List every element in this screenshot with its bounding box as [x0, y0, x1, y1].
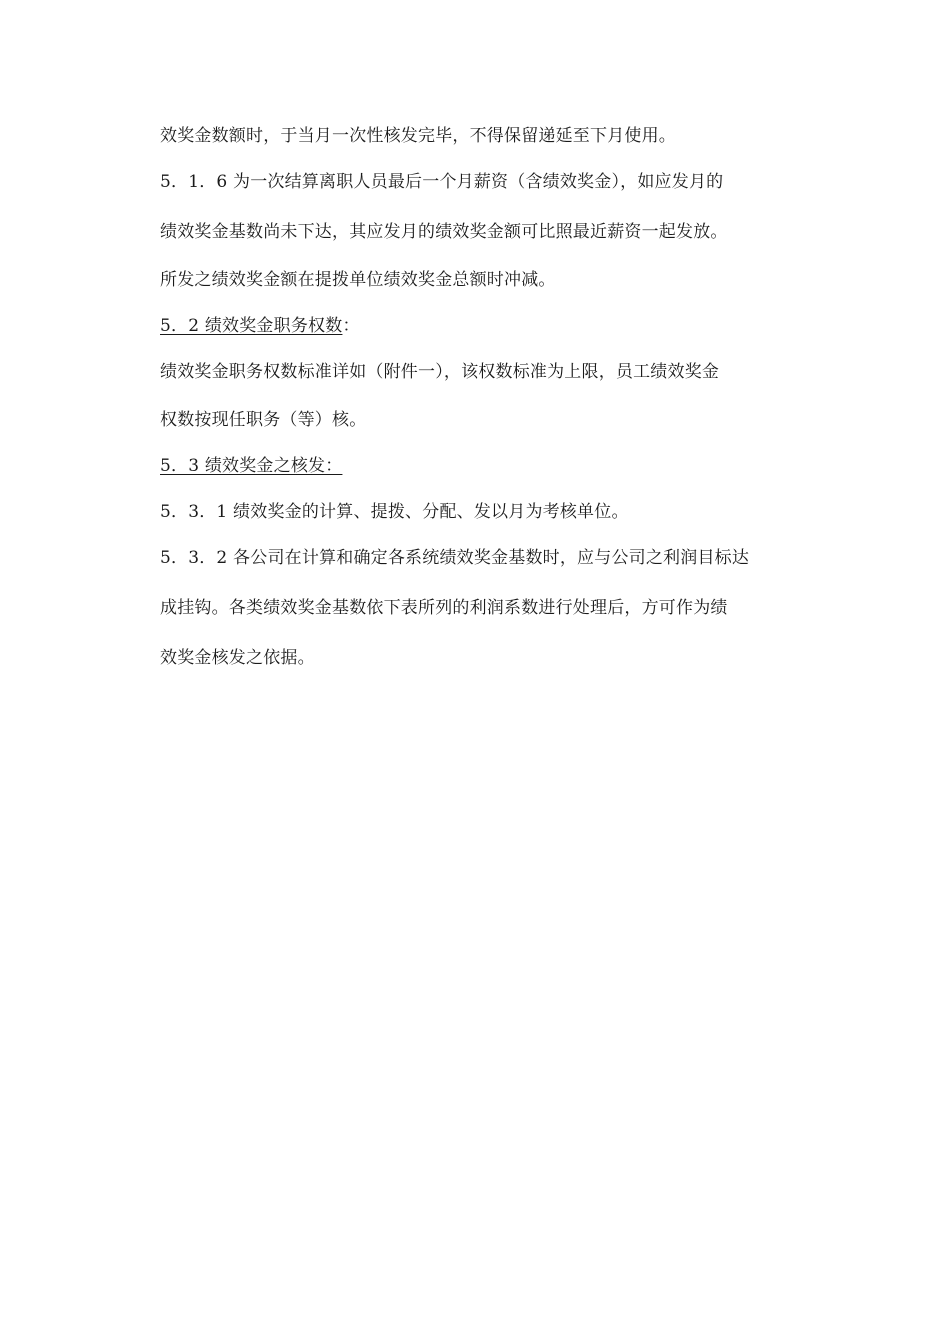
- paragraph-line: 成挂钩。各类绩效奖金基数依下表所列的利润系数进行处理后，方可作为绩: [160, 598, 728, 618]
- section-heading-5-3-text: 5．3 绩效奖金之核发：: [160, 456, 343, 476]
- section-heading-5-2-text: 5．2 绩效奖金职务权数: [160, 316, 343, 336]
- paragraph-line: 5．1．6 为一次结算离职人员最后一个月薪资（含绩效奖金），如应发月的: [160, 172, 724, 192]
- paragraph-line: 效奖金数额时，于当月一次性核发完毕，不得保留递延至下月使用。: [160, 126, 676, 146]
- section-heading-5-2-colon: ：: [342, 316, 360, 336]
- paragraph-line: 5．3．2 各公司在计算和确定各系统绩效奖金基数时，应与公司之利润目标达: [160, 548, 750, 568]
- paragraph-line: 5．3．1 绩效奖金的计算、提拨、分配、发以月为考核单位。: [160, 502, 629, 522]
- paragraph-line: 绩效奖金基数尚未下达，其应发月的绩效奖金额可比照最近薪资一起发放。: [160, 222, 728, 242]
- section-heading-5-2: [160, 314, 360, 338]
- section-heading-5-3: [160, 454, 342, 478]
- paragraph-line: 绩效奖金职务权数标准详如（附件一），该权数标准为上限，员工绩效奖金: [160, 362, 720, 382]
- paragraph-line: 效奖金核发之依据。: [160, 648, 315, 668]
- paragraph-line: 所发之绩效奖金额在提拨单位绩效奖金总额时冲减。: [160, 270, 556, 290]
- paragraph-line: 权数按现任职务（等）核。: [160, 410, 367, 430]
